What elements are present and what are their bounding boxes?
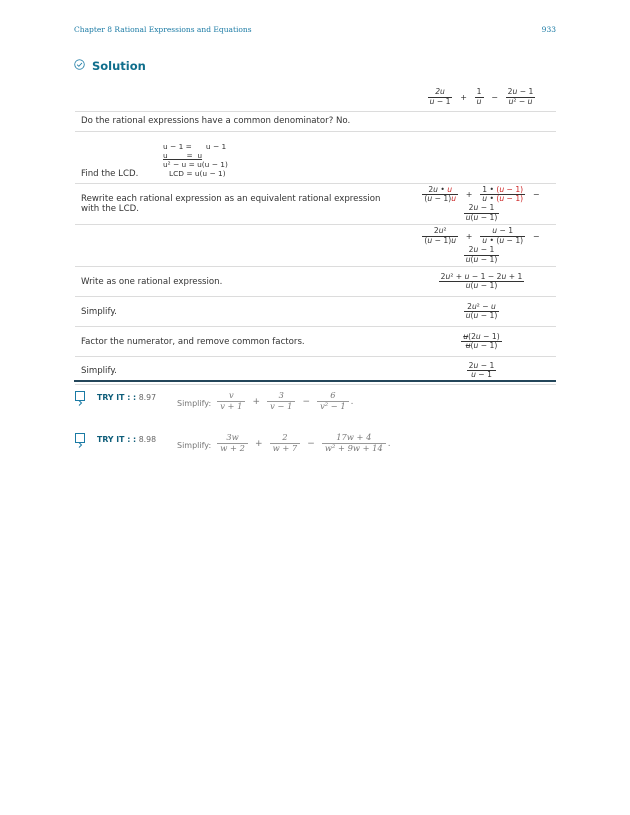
step-math: $\frac{\text{2u²}}{(u - 1)u}$ + $\frac{u - 1}{u • (u - 1)}$ − $\frac{2u - 1}{u(u - 1)}$ xyxy=(407,225,556,267)
step-desc xyxy=(75,84,407,111)
try-it-problem: Simplify: $\frac{3w}{w + 2}$ + $\frac{2}{w + 7}$ − $\frac{17w + 4}{\text{w² + 9w + 14}}$ . xyxy=(177,432,391,453)
table-row xyxy=(75,327,556,357)
running-header-chapter: Chapter 8 Rational Expressions and Equations xyxy=(74,25,252,34)
page-number: 933 xyxy=(541,25,556,34)
step-math: $\frac{2u - 1}{u - 1}$ xyxy=(407,357,556,385)
table-row xyxy=(75,267,556,297)
try-it-label: TRY IT : : xyxy=(97,435,137,444)
step-math xyxy=(407,131,556,183)
try-it-label: TRY IT : : xyxy=(97,393,137,402)
table-row xyxy=(75,183,556,225)
try-it-text: Simplify: xyxy=(177,399,212,408)
try-it-expand-button[interactable] xyxy=(75,433,85,443)
table-row xyxy=(75,84,556,111)
solution-title: Solution xyxy=(92,59,146,73)
lcd-row: LCD = u(u − 1) xyxy=(169,168,226,178)
lcd-row: u = u xyxy=(163,150,203,160)
step-desc: Do the rational expressions have a common denominator? No. xyxy=(75,111,407,131)
step-math: $\frac{2u}{u - 1}$ + $\frac{1}{u}$ − $\frac{2u - 1}{\text{u² − u}}$ xyxy=(429,87,534,106)
table-row xyxy=(75,297,556,327)
step-desc: Rewrite each rational expression as an equivalent rational expression with the LCD. xyxy=(75,183,407,225)
step-math: $\frac{2u • u}{(u - 1)u}$ + $\frac{1 • (u - 1)}{u • (u - 1)}$ − $\frac{2u - 1}{u(u - 1)}$ xyxy=(407,183,556,225)
try-it-expand-button[interactable] xyxy=(75,391,85,401)
try-it-number: 8.98 xyxy=(138,435,157,444)
solution-steps-table xyxy=(75,84,556,385)
table-row xyxy=(75,131,556,183)
step-desc: Write as one rational expression. xyxy=(75,267,407,297)
step-math: $\frac{\text{2u² + u − 1 − 2u + 1}}{u(u - 1)}$ xyxy=(407,267,556,297)
step-desc: Find the LCD. xyxy=(81,168,139,179)
try-it-problem: Simplify: $\frac{v}{v + 1}$ + $\frac{3}{v - 1}$ − $\frac{6}{\text{v² − 1}}$ . xyxy=(177,390,354,411)
step-desc: Simplify. xyxy=(75,357,407,385)
lcd-row: u − 1 = u − 1 xyxy=(163,142,227,151)
try-it-heading xyxy=(97,393,156,402)
try-it-number: 8.97 xyxy=(138,393,157,402)
step-desc: Simplify. xyxy=(75,297,407,327)
section-divider xyxy=(74,380,556,382)
chevron-right-icon xyxy=(76,399,84,407)
table-row xyxy=(75,111,556,131)
check-circle-icon xyxy=(74,59,85,70)
step-math xyxy=(407,111,556,131)
try-it-text: Simplify: xyxy=(177,441,212,450)
step-math: $\frac{u(2u - 1)}{u(u - 1)}$ xyxy=(407,327,556,357)
lcd-row: u² − u = u(u − 1) xyxy=(163,159,228,169)
step-desc xyxy=(75,225,407,267)
step-math: $\frac{\text{2u² − u}}{u(u - 1)}$ xyxy=(407,297,556,327)
lcd-work xyxy=(163,143,228,179)
step-desc: Factor the numerator, and remove common factors. xyxy=(75,327,407,357)
try-it-heading xyxy=(97,435,156,444)
table-row xyxy=(75,225,556,267)
chevron-right-icon xyxy=(76,441,84,449)
